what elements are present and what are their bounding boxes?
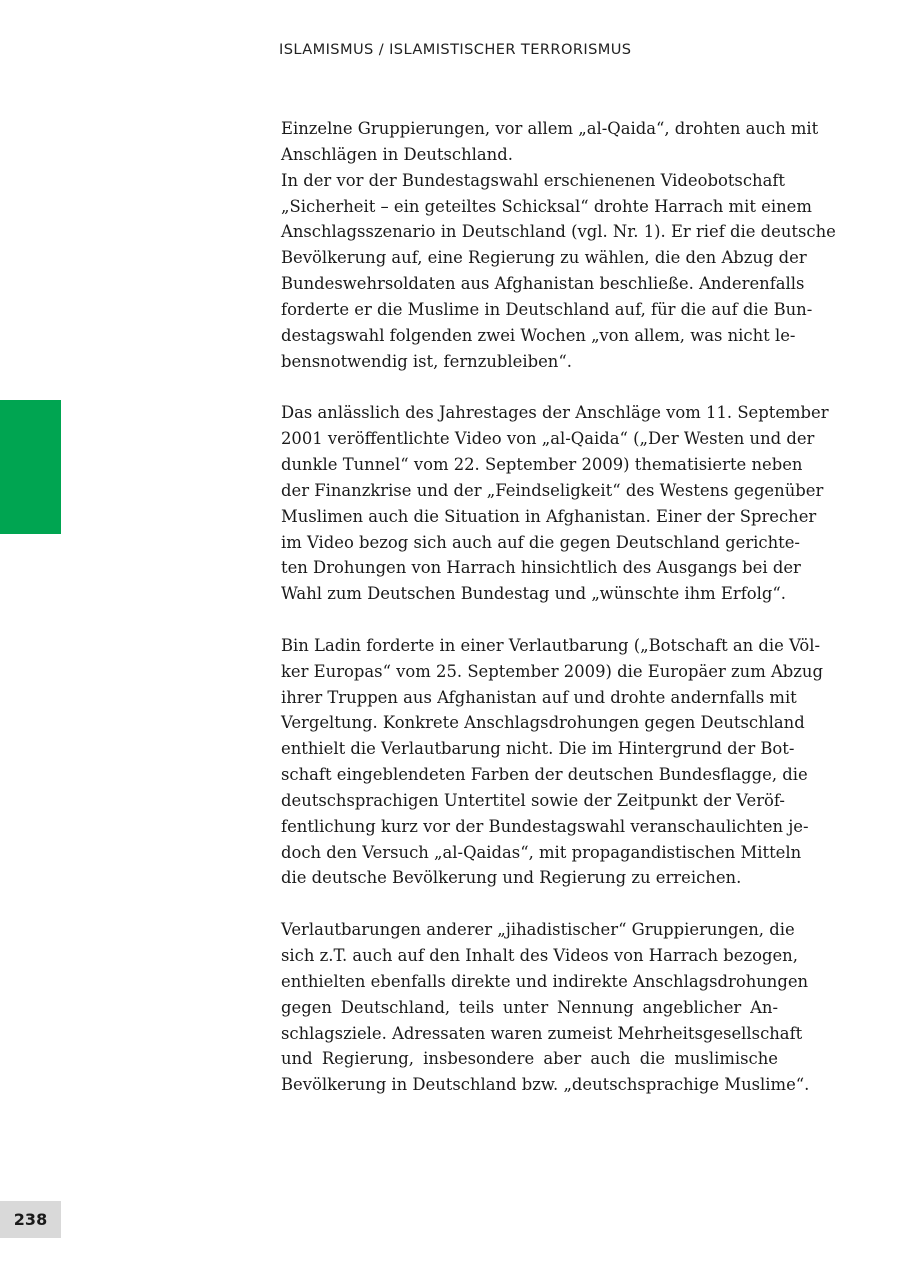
text-line: Bundeswehrsoldaten aus Afghanistan beschließe. Anderenfalls (281, 274, 805, 294)
text-line: Anschlagsszenario in Deutschland (vgl. Nr. 1). Er rief die deutsche (281, 222, 836, 242)
text-line: Bevölkerung in Deutschland bzw. „deutschsprachige Muslime“. (281, 1075, 810, 1095)
paragraph (281, 917, 810, 1098)
text-line: Anschlägen in Deutschland. (281, 144, 513, 164)
text-line: destagswahl folgenden zwei Wochen „von allem, was nicht le- (281, 325, 796, 345)
paragraph (281, 116, 836, 374)
text-line: dunkle Tunnel“ vom 22. September 2009) thematisierte neben (281, 454, 803, 474)
text-line: Das anlässlich des Jahrestages der Anschläge vom 11. September (281, 403, 829, 423)
text-line: sich z.T. auch auf den Inhalt des Videos von Harrach bezogen, (281, 946, 798, 965)
text-line: ker Europas“ vom 25. September 2009) die Europäer zum Abzug (281, 661, 823, 681)
body-text (281, 116, 836, 1098)
text-line: Bin Ladin forderte in einer Verlautbarung („Botschaft an die Völ- (281, 635, 821, 655)
text-line: der Finanzkrise und der „Feindseligkeit“ des Westens gegenüber (281, 480, 824, 500)
text-line: fentlichung kurz vor der Bundestagswahl veranschaulichten je- (281, 816, 809, 836)
text-line: deutschsprachigen Untertitel sowie der Zeitpunkt der Veröf- (281, 790, 785, 810)
text-line: schlagsziele. Adressaten waren zumeist Mehrheitsgesellschaft (281, 1023, 803, 1043)
text-line: ten Drohungen von Harrach hinsichtlich des Ausgangs bei der (281, 558, 801, 578)
text-line: Bevölkerung auf, eine Regierung zu wählen, die den Abzug der (281, 248, 807, 268)
text-line: die deutsche Bevölkerung und Regierung zu erreichen. (281, 868, 742, 888)
text-line: schaft eingeblendeten Farben der deutschen Bundesflagge, die (281, 765, 808, 785)
text-line: Verlautbarungen anderer „jihadistischer“ Gruppierungen, die (281, 920, 795, 940)
paragraph (281, 400, 829, 607)
chapter-color-tab (0, 400, 61, 534)
text-line: ihrer Truppen aus Afghanistan auf und drohte andernfalls mit (281, 687, 797, 707)
text-line: „Sicherheit – ein geteiltes Schicksal“ drohte Harrach mit einem (281, 196, 812, 216)
text-line: Einzelne Gruppierungen, vor allem „al-Qaida“, drohten auch mit (281, 119, 819, 138)
text-line: In der vor der Bundestagswahl erschienenen Videobotschaft (281, 170, 785, 190)
text-line: Wahl zum Deutschen Bundestag und „wünschte ihm Erfolg“. (281, 584, 786, 604)
text-line: Vergeltung. Konkrete Anschlagsdrohungen gegen Deutschland (281, 713, 805, 733)
paragraph (281, 633, 823, 891)
page-number: 238 (0, 1201, 61, 1238)
text-line: bensnotwendig ist, fernzubleiben“. (281, 351, 572, 371)
text-line: 2001 veröffentlichte Video von „al-Qaida“ („Der Westen und der (281, 429, 815, 449)
text-line: Muslimen auch die Situation in Afghanistan. Einer der Sprecher (281, 506, 817, 526)
running-header: ISLAMISMUS / ISLAMISTISCHER TERRORISMUS (279, 41, 632, 58)
text-line: und Regierung, insbesondere aber auch die muslimische (281, 1049, 778, 1069)
text-line: im Video bezog sich auch auf die gegen Deutschland gerichte- (281, 532, 800, 552)
text-line: forderte er die Muslime in Deutschland auf, für die auf die Bun- (281, 299, 813, 319)
text-line: enthielten ebenfalls direkte und indirekte Anschlagsdrohungen (281, 971, 809, 991)
text-line: doch den Versuch „al-Qaidas“, mit propagandistischen Mitteln (281, 842, 802, 862)
text-line: gegen Deutschland, teils unter Nennung angeblicher An- (281, 997, 778, 1017)
text-line: enthielt die Verlautbarung nicht. Die im Hintergrund der Bot- (281, 739, 795, 759)
